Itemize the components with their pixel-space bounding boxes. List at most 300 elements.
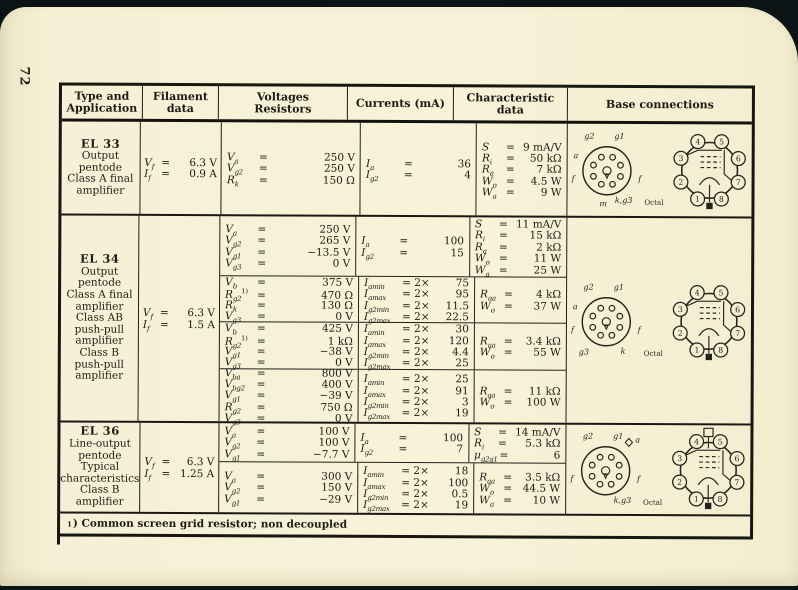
electrode-label: f [636, 474, 640, 484]
cathode-arc [698, 477, 718, 484]
parameter-value: 250 V [323, 162, 355, 176]
parameter-symbol: $I_{g2min}$ [363, 345, 389, 361]
parameter-symbol: $\mu_{g2g1}$ [473, 448, 498, 464]
parameter-value: 10 W [532, 494, 561, 507]
parameter-line [474, 252, 562, 267]
parameter-value: 265 V [319, 234, 351, 247]
electrode-label: g1 [613, 431, 624, 441]
equals-sign: = [398, 431, 408, 444]
currents-cell [359, 277, 475, 323]
currents-cell [355, 424, 469, 462]
parameter-line [364, 277, 469, 289]
parameter-symbol: $R_{g2}^{1)}$ [224, 333, 248, 350]
parameter-symbol: $I_a$ [360, 431, 369, 446]
parameter-value: 25 W [533, 264, 562, 277]
parameter-line [225, 257, 351, 272]
parameter-symbol: $I_{amax}$ [364, 287, 386, 303]
application-line: push-pull [74, 323, 125, 336]
equals-sign: = [256, 425, 266, 438]
parameter-line [224, 470, 353, 485]
equals-sign: = [257, 257, 267, 270]
column-header-line: Currents (mA) [355, 96, 445, 110]
equals-sign: = 2× [401, 395, 430, 409]
operating-condition-section [219, 423, 565, 463]
parameter-value: 11 W [533, 252, 562, 265]
parameter-value: 25 [455, 373, 469, 386]
application-line: amplifier [75, 300, 124, 313]
equals-sign: = [161, 456, 171, 469]
parameter-line [481, 186, 562, 201]
anode-side [724, 301, 731, 331]
equals-sign: = 2× [401, 465, 429, 478]
pin-number: 5 [719, 137, 725, 147]
parameter-line [479, 494, 561, 509]
application-line: amplifier [75, 334, 124, 348]
equals-sign: = [399, 246, 409, 259]
parameter-value: 1.25 A [179, 467, 215, 480]
pin-number: 2 [678, 177, 684, 187]
parameter-value: 1 kΩ [327, 335, 353, 348]
parameter-value: 91 [455, 384, 469, 397]
parameter-value: 11 mA/V [515, 218, 562, 231]
equals-sign: = 2× [401, 407, 430, 420]
tube-row [61, 213, 752, 427]
equals-sign: = [256, 448, 266, 461]
parameter-value: 6.3 V [189, 156, 217, 169]
parameter-line [224, 378, 353, 393]
parameter-line [224, 447, 350, 463]
parameter-symbol: $V_a$ [224, 425, 236, 440]
parameter-symbol: $W_o$ [479, 396, 495, 411]
tube-data-table [57, 82, 755, 539]
parameter-value: 95 [455, 288, 470, 301]
table-header-row [62, 85, 752, 124]
electrode-label: f [638, 174, 642, 184]
pin-number: 1 [695, 194, 701, 204]
equals-sign: = [503, 482, 513, 495]
socket-pin-hole [598, 332, 604, 338]
socket-pin-hole [608, 454, 614, 460]
equals-sign: = [258, 162, 268, 175]
parameter-value: 4.4 [452, 346, 469, 359]
pin-number: 4 [695, 137, 701, 147]
socket-bottom-view-diagram [567, 130, 667, 210]
pin-number: 7 [735, 178, 741, 188]
socket-pin-hole [598, 181, 604, 187]
parameter-symbol: $W_a$ [479, 494, 494, 509]
equals-sign: = [503, 335, 513, 348]
equals-sign: = [256, 436, 266, 449]
electrode-label: k,g3 [614, 195, 633, 205]
equals-sign: = [498, 263, 508, 277]
parameter-value: 25 [455, 357, 469, 370]
tube-pin-numbering-diagram [667, 277, 751, 365]
column-header [62, 85, 143, 118]
column-header-line: Base connections [605, 97, 714, 111]
application-line: amplifier [75, 495, 124, 508]
parameter-value: 2 kΩ [536, 241, 562, 254]
equals-sign: = [498, 437, 507, 450]
parameter-symbol: $V_a$ [224, 470, 236, 485]
parameter-value: 4.5 W [530, 175, 562, 188]
parameter-value: 14 mA/V [515, 426, 561, 439]
characteristic-data-cell [474, 463, 565, 513]
operating-conditions-column [219, 423, 566, 514]
parameter-line [360, 431, 464, 446]
parameter-line [224, 310, 354, 325]
pin-number: 8 [718, 194, 724, 204]
parameter-symbol: $R_{aa}$ [479, 384, 496, 400]
base-type-label: Octal [643, 497, 663, 507]
parameter-value: 50 kΩ [529, 152, 562, 165]
parameter-line [480, 288, 562, 303]
column-header-line: Characteristic [466, 90, 555, 105]
parameter-symbol: $I_{g2max}$ [363, 310, 391, 325]
parameter-line [474, 263, 562, 279]
socket-pin-hole [591, 162, 597, 168]
equals-sign: = [398, 442, 408, 456]
equals-sign: = 2× [401, 499, 429, 512]
parameter-line [473, 448, 561, 464]
parameter-value: 11.5 [445, 299, 470, 312]
parameter-value: 130 Ω [320, 299, 354, 312]
top-cap-marker [625, 438, 632, 446]
equals-sign: = [498, 241, 508, 254]
application-line: pentode [78, 449, 122, 462]
parameter-line [225, 287, 354, 303]
tube-name: EL 36 [80, 424, 120, 439]
parameter-value: 100 [443, 235, 464, 248]
parameter-line [479, 483, 560, 495]
parameter-symbol: $W_o$ [479, 482, 494, 497]
parameter-line [361, 234, 464, 250]
socket-pin-hole [609, 332, 615, 338]
parameter-symbol: S [474, 426, 482, 439]
electrode-label: a [573, 151, 579, 161]
base-key-spigot [706, 203, 712, 209]
parameter-symbol: $W_o$ [479, 346, 495, 361]
parameter-value: 7 kΩ [536, 163, 562, 176]
application-line: amplifier [76, 184, 125, 197]
parameter-symbol: $R_i$ [474, 229, 485, 244]
parameter-value: 4 kΩ [535, 288, 562, 301]
parameter-value: −39 V [319, 389, 353, 403]
socket-pin-hole [608, 481, 614, 487]
column-header [219, 86, 348, 120]
equals-sign: = [256, 412, 266, 425]
electrode-label: m [599, 199, 608, 209]
parameter-line [363, 465, 469, 480]
tube-row [60, 420, 750, 514]
parameter-symbol: $I_{amax}$ [363, 384, 386, 399]
equals-sign: = [503, 471, 513, 484]
parameter-symbol: $R_i$ [474, 437, 484, 452]
top-cap [704, 428, 713, 436]
parameter-value: 19 [454, 499, 469, 512]
parameter-symbol: $V_{g2}$ [224, 436, 241, 451]
parameter-symbol: $V_{g1}$ [224, 389, 241, 404]
electrode-label: g2 [583, 282, 594, 292]
column-header-line: Type and [74, 89, 130, 103]
parameter-line [224, 437, 349, 449]
pin-number: 2 [677, 477, 683, 487]
tube-name: EL 33 [80, 136, 121, 151]
voltages-resistors-cell [222, 122, 361, 215]
page-number: 72 [16, 66, 32, 87]
column-header [348, 87, 454, 120]
parameter-symbol: $I_{g2min}$ [363, 395, 389, 411]
parameter-line [225, 299, 353, 311]
equals-sign: = 2× [401, 299, 430, 312]
equals-sign: = [498, 426, 507, 439]
electrode-label: a [572, 301, 578, 311]
tube-pin-numbering-diagram [666, 426, 750, 514]
parameter-symbol: $I_{g2}$ [361, 246, 374, 261]
parameter-symbol: $R_{aa}$ [480, 288, 496, 303]
parameter-value: 36 [457, 157, 471, 170]
parameter-symbol: $R_{aa}$ [479, 471, 495, 486]
parameter-symbol: $V_{g1}$ [225, 245, 242, 260]
parameter-value: 18 [454, 465, 469, 478]
parameter-symbol: $I_{amax}$ [363, 334, 386, 349]
parameter-symbol: $I_{amin}$ [363, 373, 385, 388]
parameter-value: 19 [455, 407, 469, 420]
parameter-symbol: $I_{g2}$ [360, 442, 373, 457]
parameter-line [479, 396, 561, 411]
equals-sign: = [258, 174, 268, 187]
parameter-line [479, 346, 561, 361]
pin-number: 3 [677, 453, 683, 463]
pin-number: 7 [735, 328, 741, 338]
parameter-line [481, 152, 562, 167]
parameter-value: 150 Ω [322, 174, 355, 187]
equals-sign: = [256, 298, 266, 311]
parameter-symbol: $W_o$ [481, 175, 497, 190]
filament-data-cell [138, 216, 220, 421]
parameter-line [474, 426, 560, 438]
parameter-line [224, 425, 350, 440]
parameter-line [225, 275, 354, 291]
parameter-line [482, 141, 562, 153]
column-header [454, 87, 568, 120]
parameter-line [144, 467, 215, 482]
column-header-line: Filament [152, 89, 208, 103]
socket-pin-hole [617, 324, 623, 330]
parameter-symbol: $I_{g2min}$ [363, 487, 389, 503]
pin-number: 8 [717, 494, 723, 504]
parameter-line [361, 246, 464, 261]
parameter-value: −7.7 V [312, 448, 350, 461]
socket-bottom-view-diagram [566, 429, 666, 509]
parameter-symbol: $I_{g2max}$ [363, 407, 390, 422]
parameter-line [363, 487, 469, 503]
parameter-symbol: $V_{g2}$ [224, 481, 241, 496]
column-header [568, 88, 752, 122]
column-header [143, 86, 219, 119]
base-type-label: Octal [643, 348, 663, 358]
parameter-symbol: S [482, 140, 490, 153]
socket-pin-hole [616, 473, 622, 479]
parameter-value: 55 W [533, 346, 561, 359]
parameter-symbol: $V_{g3}$ [224, 356, 241, 371]
equals-sign: = [499, 449, 509, 462]
parameter-value: −29 V [319, 493, 353, 506]
parameter-value: 15 kΩ [529, 229, 562, 243]
pin-number: 7 [734, 477, 740, 487]
equals-sign: = 2× [401, 345, 430, 359]
socket-pin-hole [590, 313, 596, 319]
application-line: Class B [79, 346, 120, 359]
parameter-value: 1.5 A [187, 318, 215, 331]
parameter-value: 100 V [318, 436, 350, 450]
equals-sign: = 2× [401, 334, 430, 347]
parameter-line [142, 318, 215, 333]
equals-sign: = [498, 218, 508, 231]
socket-pin-hole [598, 305, 604, 311]
equals-sign: = [258, 151, 268, 164]
parameter-symbol: $V_b$ [225, 275, 237, 291]
equals-sign: = [257, 276, 266, 289]
equals-sign: = 2× [402, 276, 430, 289]
pin-number: 8 [718, 345, 724, 355]
socket-pin-hole [610, 154, 616, 160]
pin-number: 5 [718, 287, 724, 297]
parameter-value: 5.3 kΩ [525, 437, 561, 450]
parameter-symbol: $I_{amax}$ [363, 476, 386, 491]
socket-pin-hole [589, 473, 595, 479]
equals-sign: = [503, 346, 513, 359]
equals-sign: = [403, 157, 413, 170]
anode-side [723, 450, 730, 480]
socket-pin-hole [597, 454, 603, 460]
parameter-line [474, 241, 562, 256]
equals-sign: = [257, 234, 267, 247]
parameter-value: 6.3 V [187, 307, 216, 320]
socket-pin-hole [610, 181, 616, 187]
voltages-resistors-cell [220, 366, 359, 427]
anode-side [724, 150, 731, 180]
parameter-value: 9 W [540, 186, 562, 199]
base-connections-cell [567, 218, 752, 424]
column-header-line: Resistors [254, 101, 312, 116]
parameter-value: 44.5 W [522, 482, 561, 495]
currents-cell [361, 123, 477, 216]
pin-number: 6 [735, 304, 741, 314]
parameter-line [225, 222, 351, 238]
parameter-line [225, 234, 351, 249]
parameter-line [142, 306, 216, 322]
parameter-line [360, 443, 463, 455]
parameter-value: 0 V [335, 310, 354, 323]
equals-sign: = 2× [401, 487, 429, 501]
parameter-value: 7 [456, 443, 464, 456]
socket-pin-hole [616, 462, 622, 468]
pin-number: 6 [734, 453, 740, 463]
parameter-symbol: $I_a$ [365, 157, 374, 172]
parameter-line [363, 323, 469, 338]
parameter-line [224, 333, 353, 350]
parameter-value: 425 V [321, 322, 353, 335]
equals-sign: = [257, 288, 266, 301]
application-line: Class AB [75, 311, 123, 324]
electrode-label: f [637, 325, 641, 335]
column-header-line: Application [66, 101, 138, 115]
parameter-symbol: $V_{g2}$ [226, 162, 243, 177]
parameter-value: −38 V [319, 345, 353, 358]
parameter-value: 6.3 V [186, 456, 215, 469]
currents-cell [358, 463, 474, 514]
parameter-value: 375 V [322, 276, 354, 289]
parameter-line [481, 175, 562, 190]
equals-sign: = [256, 345, 266, 358]
parameter-line [144, 168, 217, 180]
currents-cell [356, 217, 470, 276]
equals-sign: = [505, 175, 515, 188]
characteristic-data-cell [469, 424, 566, 462]
equals-sign: = [256, 493, 266, 506]
parameter-symbol: $R_{g2}^{1)}$ [225, 287, 249, 303]
equals-sign: = [503, 494, 513, 507]
equals-sign: = [498, 252, 508, 265]
parameter-line [363, 384, 469, 399]
parameter-symbol: $V_{g1}$ [224, 447, 241, 463]
parameter-symbol: $R_{g2}$ [224, 400, 241, 416]
parameter-line [482, 164, 562, 176]
characteristic-data-cell [475, 370, 566, 422]
parameter-line [363, 395, 469, 411]
electrode-label: g1 [613, 282, 625, 292]
socket-pin-hole [589, 462, 595, 468]
base-connections-cell [567, 124, 751, 217]
parameter-line [226, 151, 356, 166]
equals-sign: = [161, 167, 171, 180]
parameter-line [474, 438, 560, 450]
footnote-row [60, 511, 750, 536]
parameter-value: 400 V [321, 378, 353, 391]
parameter-symbol: $V_f$ [142, 306, 153, 322]
operating-condition-section [219, 461, 565, 514]
parameter-symbol: $I_f$ [142, 318, 150, 333]
book-page [0, 7, 798, 586]
parameter-symbol: $V_b$ [224, 322, 237, 337]
application-line: Output [81, 149, 120, 162]
equals-sign: = [256, 356, 266, 369]
parameter-value: 250 V [323, 151, 356, 164]
base-type-label: Octal [644, 197, 664, 207]
equals-sign: = [256, 366, 266, 379]
equals-sign: = [403, 168, 413, 182]
equals-sign: = [159, 318, 169, 331]
parameter-value: 6 [553, 449, 561, 462]
parameter-symbol: $I_{g2max}$ [363, 357, 391, 372]
parameter-value: 9 mA/V [523, 141, 562, 154]
voltages-resistors-cell [219, 462, 358, 513]
parameter-line [364, 311, 469, 323]
parameter-line [224, 400, 353, 416]
tube-row [61, 121, 751, 216]
equals-sign: = [256, 389, 266, 402]
equals-sign: = [503, 396, 513, 409]
parameter-line [225, 246, 350, 258]
parameter-symbol: $V_{g3}$ [224, 310, 241, 325]
parameter-value: 800 V [321, 367, 353, 380]
parameter-symbol: $I_f$ [144, 167, 151, 182]
type-application-cell [60, 422, 140, 511]
socket-outline [583, 147, 631, 195]
parameter-symbol: $R_i$ [481, 152, 492, 167]
electrode-label: k,g3 [613, 495, 632, 505]
parameter-value: 470 Ω [320, 289, 354, 302]
